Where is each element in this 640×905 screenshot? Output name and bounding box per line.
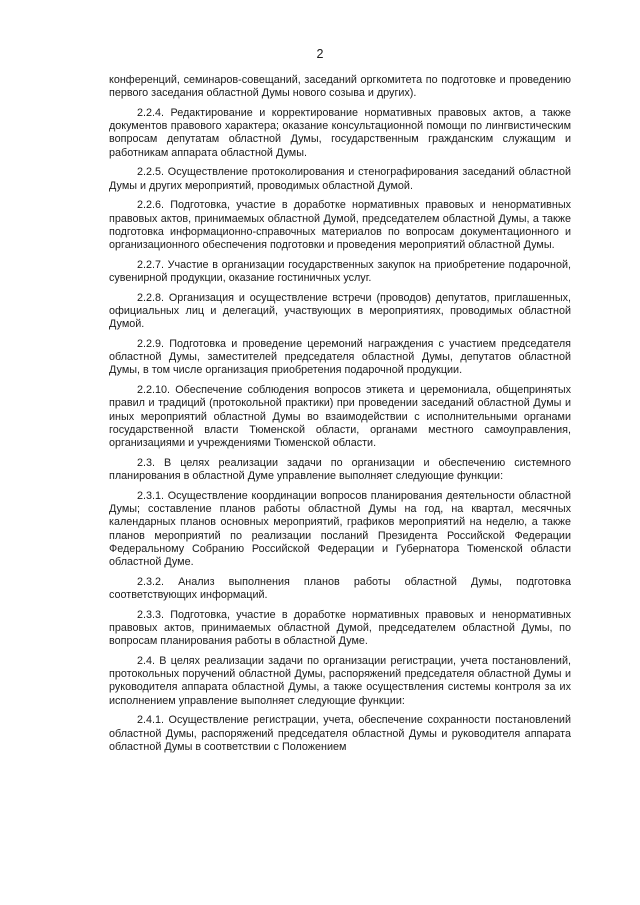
page-number: 2 [316,47,324,61]
paragraph-2-2-9: 2.2.9. Подготовка и проведение церемоний награждения с участием председателя областной Думы, заместителей председателя областной Думы, депутатов областной Думы, в том числе организация приобретения подарочной продукции. [109,337,571,377]
paragraph-2-3-3: 2.3.3. Подготовка, участие в доработке нормативных правовых и ненормативных правовых актов, принимаемых областной Думой, председателем областной Думы, по вопросам планирования работы в областной Думе. [109,608,571,648]
document-body [109,74,571,761]
paragraph-continuation: конференций, семинаров-совещаний, заседаний оргкомитета по подготовке и проведению первого заседания областной Думы нового созыва и других). [109,74,571,100]
paragraph-2-2-6: 2.2.6. Подготовка, участие в доработке нормативных правовых и ненормативных правовых актов, принимаемых областной Думой, председателем областной Думы, а также подготовка информационно-справочных материалов по вопросам документационного и организационного обеспечения подготовки и проведения мероприятий областной Думы. [109,199,571,252]
paragraph-2-3: 2.3. В целях реализации задачи по организации и обеспечению системного планирования в областной Думе управление выполняет следующие функции: [109,456,571,483]
paragraph-2-3-1: 2.3.1. Осуществление координации вопросов планирования деятельности областной Думы; составление планов работы областной Думы на год, на квартал, месячных календарных планов основных мероприятий, графиков мероприятий на неделю, а также планов мероприятий по реализации посланий Президента Российской Федерации Федеральному Собранию Российской Федерации и Губернатора Тюменской области областной Думе. [109,489,571,569]
paragraph-2-2-4: 2.2.4. Редактирование и корректирование нормативных правовых актов, а также документов правового характера; оказание консультационной помощи по лингвистическим вопросам депутатам областной Думы, государственным гражданским служащим и работникам аппарата областной Думы. [109,106,571,159]
paragraph-2-2-7: 2.2.7. Участие в организации государственных закупок на приобретение подарочной, сувенирной продукции, оказание гостиничных услуг. [109,258,571,285]
paragraph-2-2-5: 2.2.5. Осуществление протоколирования и стенографирования заседаний областной Думы и других мероприятий, проводимых областной Думой. [109,166,571,192]
paragraph-2-4-1: 2.4.1. Осуществление регистрации, учета, обеспечение сохранности постановлений областной Думы, распоряжений председателя областной Думы и руководителя аппарата областной Думы в соответствии с Положением [109,714,571,753]
paragraph-2-4: 2.4. В целях реализации задачи по организации регистрации, учета постановлений, протокольных поручений областной Думы, распоряжений председателя областной Думы и руководителя аппарата областной Думы, а также осуществления системы контроля за их исполнением управление выполняет следующие функции: [109,654,571,707]
paragraph-2-2-8: 2.2.8. Организация и осуществление встречи (проводов) депутатов, приглашенных, официальных лиц и делегаций, участвующих в мероприятиях, проводимых областной Думой. [109,291,571,331]
paragraph-2-2-10: 2.2.10. Обеспечение соблюдения вопросов этикета и церемониала, общепринятых правил и традиций (протокольной практики) при проведении заседаний областной Думы и иных мероприятий областной Думы во взаимодействии с исполнительными органами государственной власти Тюменской области, органами местного самоуправления, организациями и учреждениями Тюменской области. [109,384,571,450]
paragraph-2-3-2: 2.3.2. Анализ выполнения планов работы областной Думы, подготовка соответствующих информаций. [109,575,571,602]
